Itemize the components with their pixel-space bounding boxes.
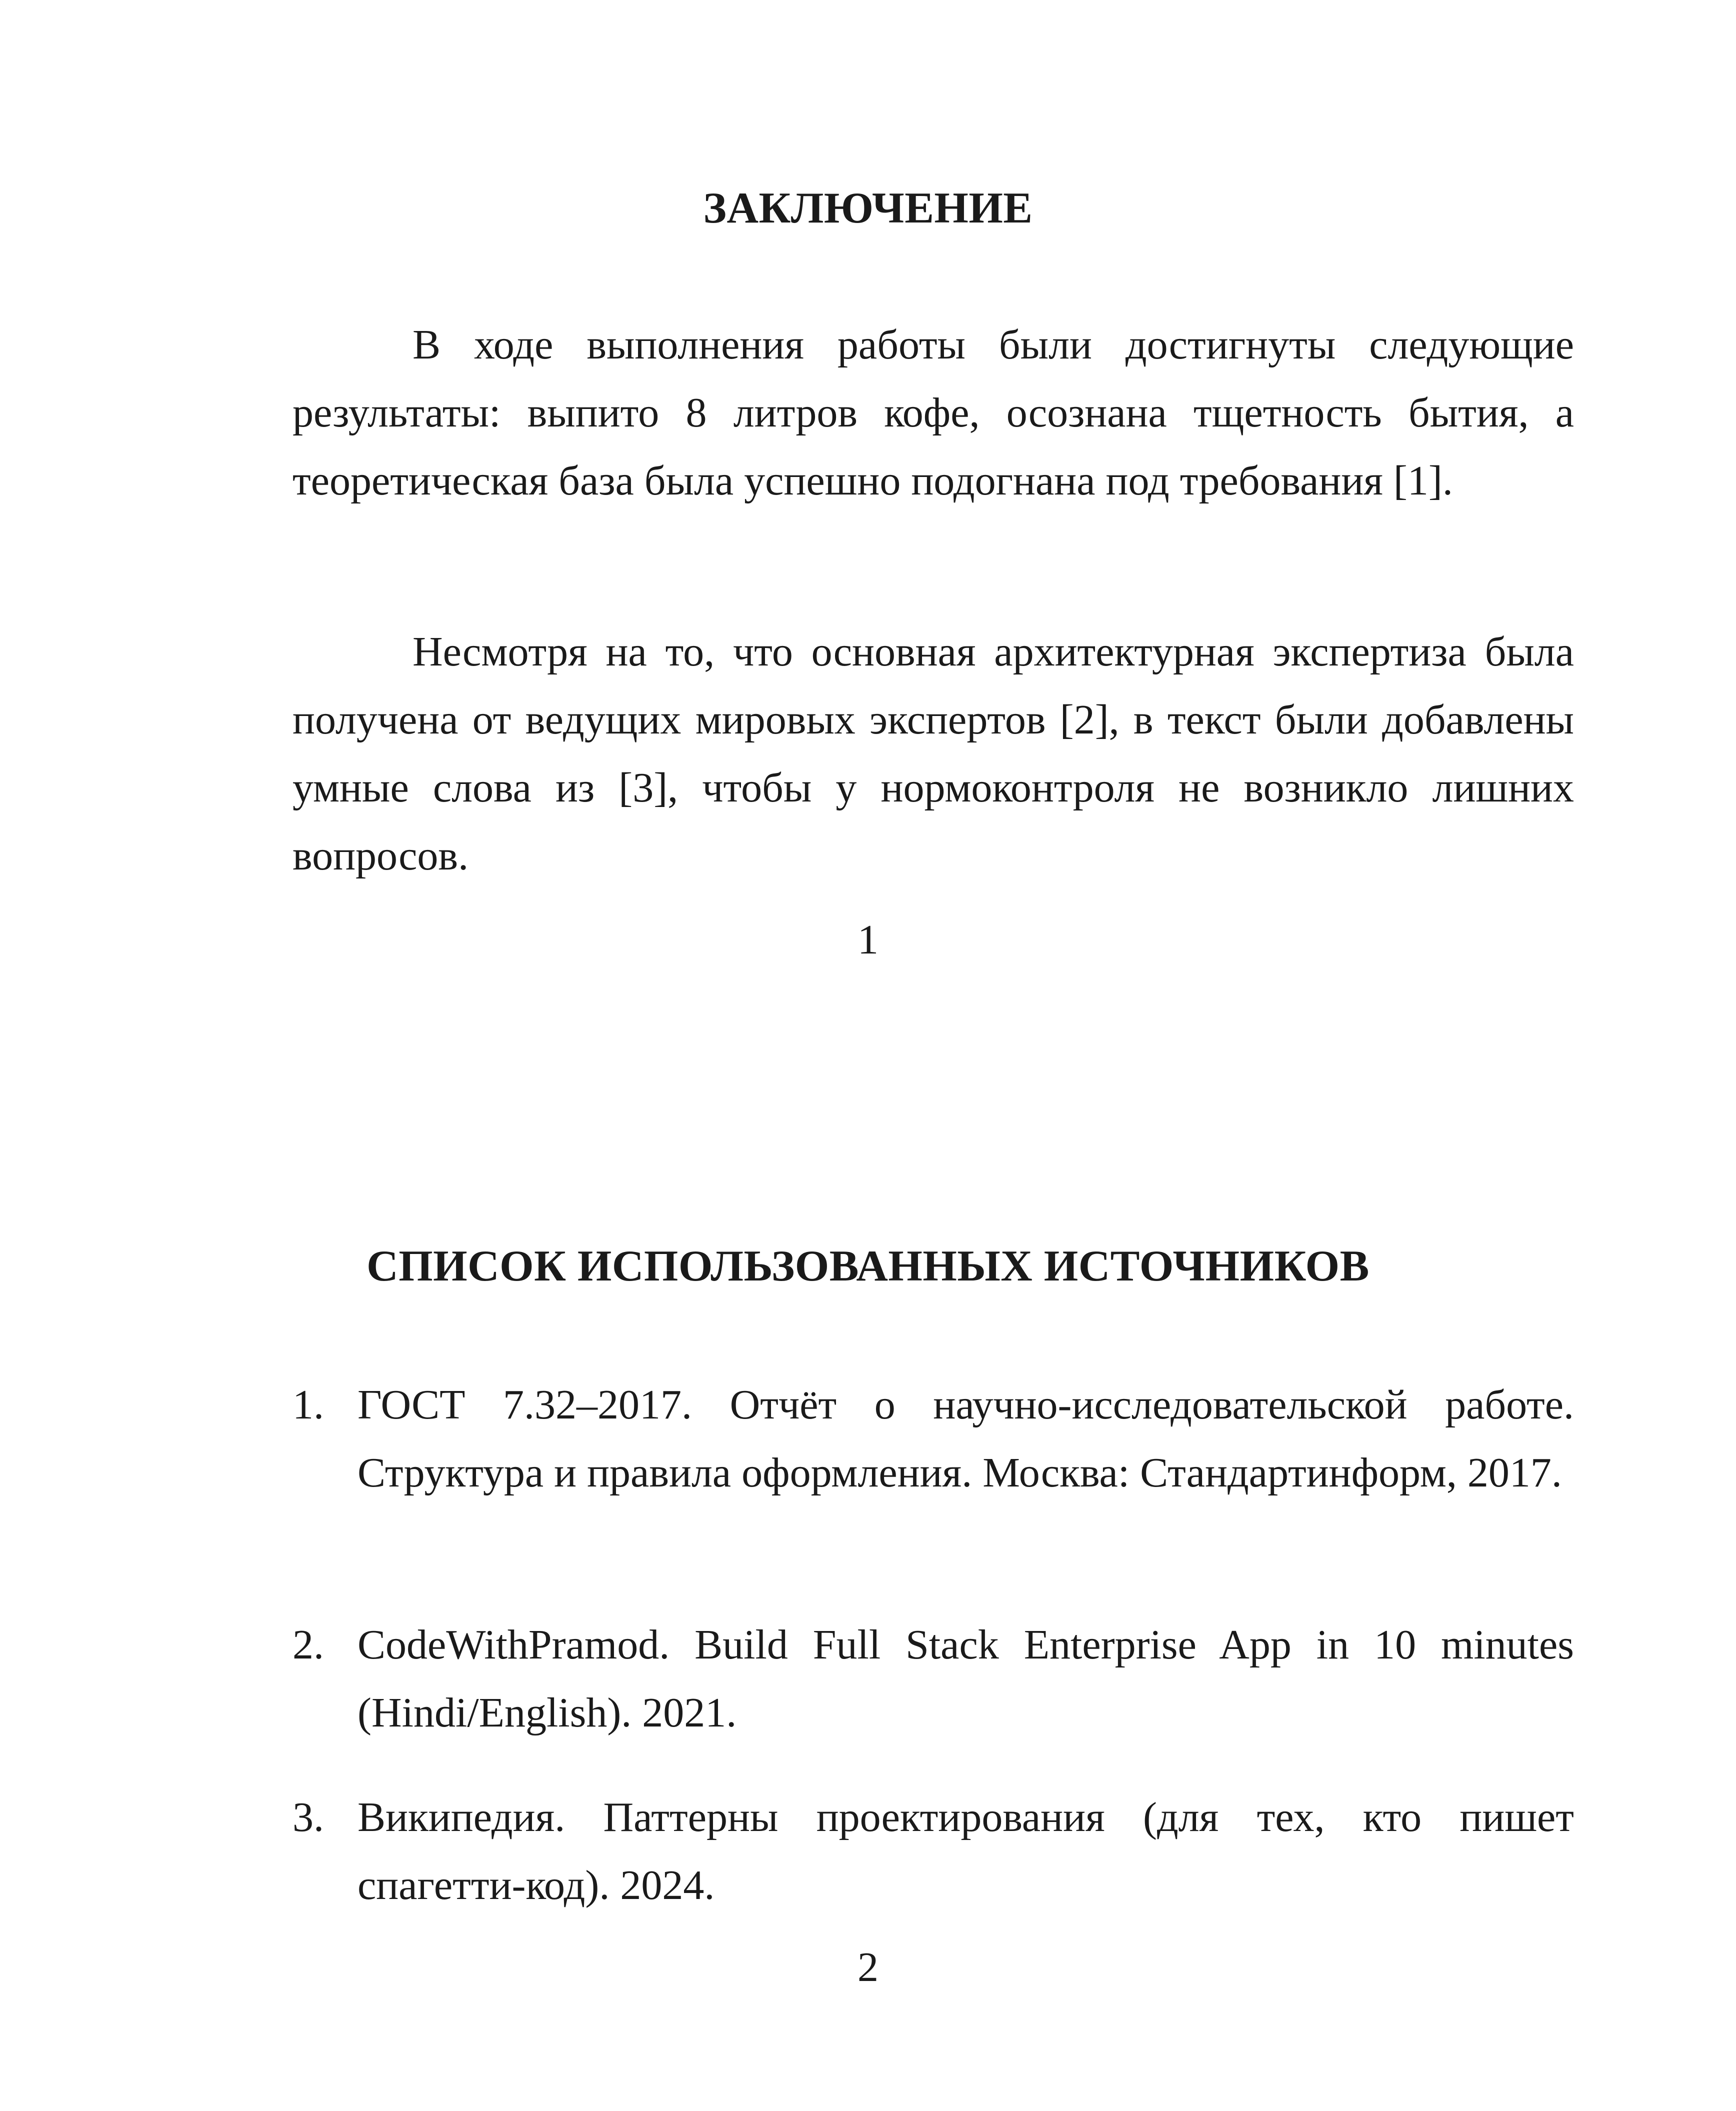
reference-item <box>292 1784 1574 1920</box>
reference-text: ГОСТ 7.32–2017. Отчёт о научно-исследовательской работе. Структура и правила оформления. Москва: Стандартинформ, 2017. <box>358 1382 1574 1496</box>
conclusion-paragraph-1: В ходе выполнения работы были достигнуты следующие результаты: выпито 8 литров кофе, осознана тщетность бытия, а теоретическая база была успешно подогнана под требования [1]. <box>292 322 1574 504</box>
references-heading: СПИСОК ИСПОЛЬЗОВАННЫХ ИСТОЧНИКОВ <box>366 1242 1370 1290</box>
page-2 <box>0 1056 1736 2111</box>
page-number-1: 1 <box>858 916 878 963</box>
reference-number: 1. <box>292 1382 324 1428</box>
reference-item <box>292 1371 1574 1507</box>
reference-text: Википедия. Паттерны проектирования (для тех, кто пишет спагетти-код). 2024. <box>358 1794 1574 1908</box>
reference-item <box>292 1611 1574 1747</box>
reference-number: 2. <box>292 1622 324 1668</box>
reference-number: 3. <box>292 1794 324 1840</box>
reference-text: CodeWithPramod. Build Full Stack Enterprise App in 10 minutes (Hindi/English). 2021. <box>358 1622 1574 1736</box>
page-number-2: 2 <box>858 1944 878 1990</box>
conclusion-heading: ЗАКЛЮЧЕНИЕ <box>703 184 1033 232</box>
conclusion-paragraph-2: Несмотря на то, что основная архитектурная экспертиза была получена от ведущих мировых экспертов [2], в текст были добавлены умные слова из [3], чтобы у нормоконтроля не возникло лишних вопросов. <box>292 628 1574 879</box>
